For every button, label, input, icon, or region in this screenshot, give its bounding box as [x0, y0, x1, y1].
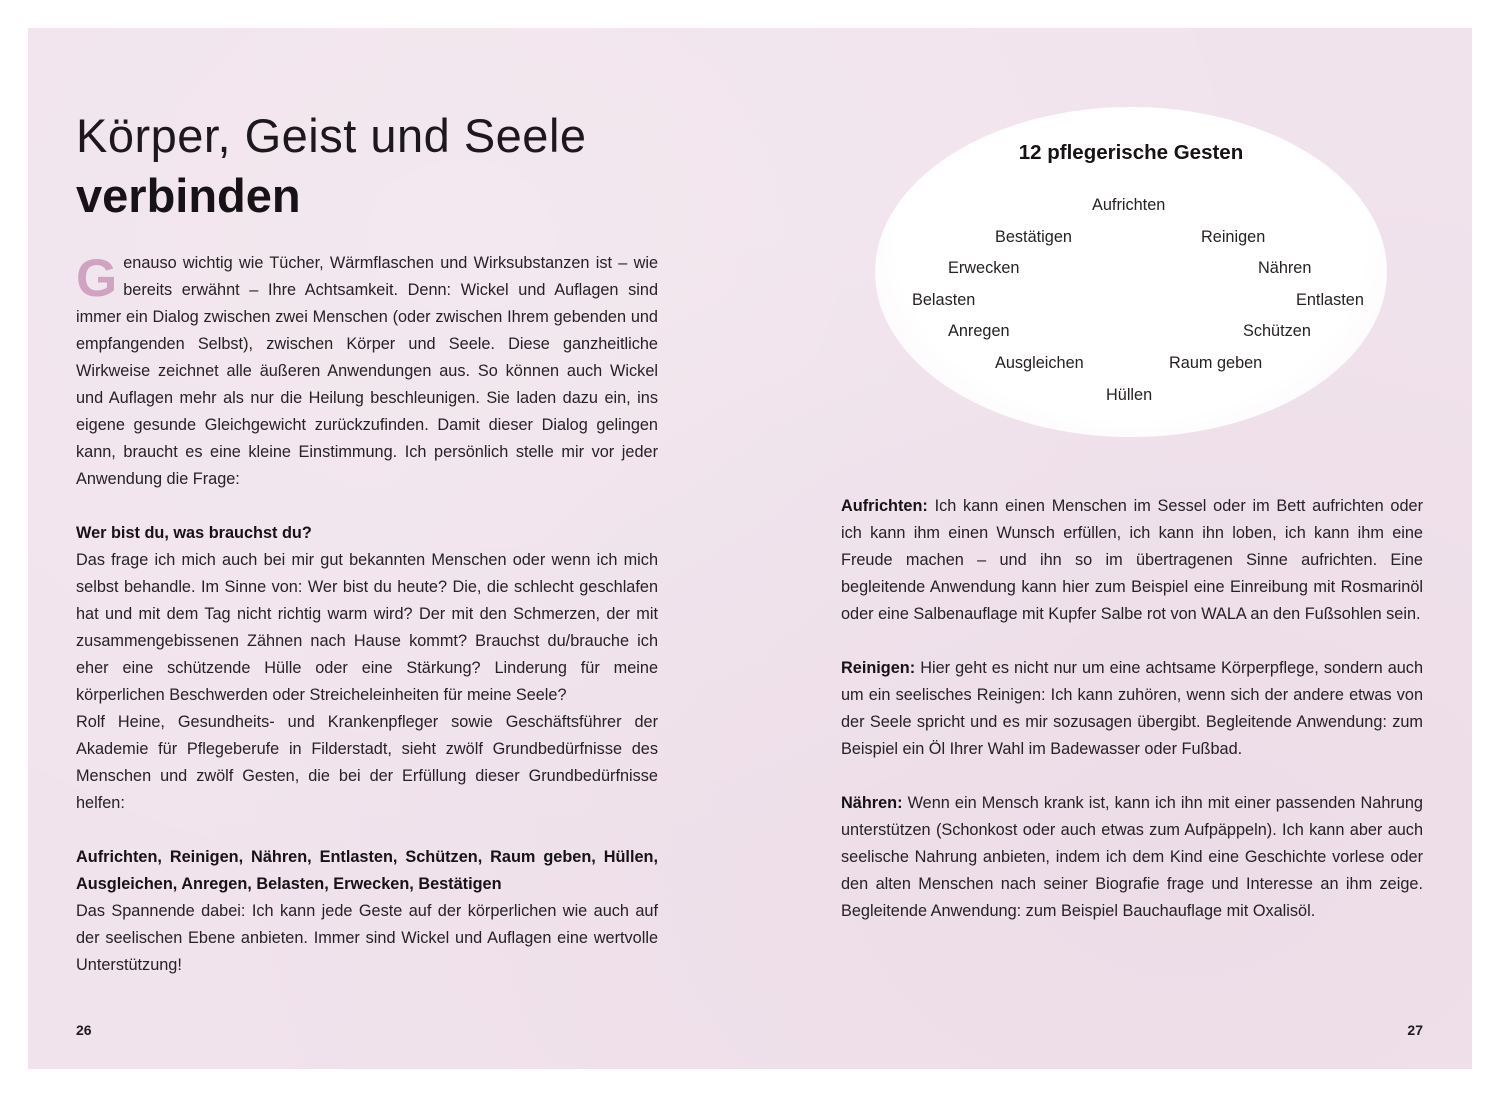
gesture-erwecken: Erwecken — [948, 259, 1020, 277]
heine-paragraph: Rolf Heine, Gesundheits- und Krankenpfleger sowie Geschäftsführer der Akademie für Pflegeberufe in Filderstadt, sieht zwölf Grundbedürfnisse des Menschen und zwölf Gesten, die bei der Erfüllung dieser Grundbedürfnisse helfen: — [76, 713, 658, 812]
section-text: Wenn ein Mensch krank ist, kann ich ihn mit einer passenden Nahrung unterstützen (Schonkost oder auch etwas zum Aufpäppeln). Ich kann aber auch seelische Nahrung anbieten, indem ich dem Kind eine Geschichte vorlese oder den alten Menschen nach seiner Biografie frage und Interesse an ihm zeige. Begleitende Anwendung: zum Beispiel Bauchauflage mit Oxalisöl. — [841, 794, 1423, 920]
gesture-belasten: Belasten — [912, 291, 976, 309]
gesture-naehren: Nähren — [1258, 259, 1312, 277]
page-title-line-1: Körper, Geist und Seele — [76, 109, 587, 162]
gesture-list: Aufrichten, Reinigen, Nähren, Entlasten, Schützen, Raum geben, Hüllen, Ausgleichen, Anregen, Belasten, Erwecken, Bestätigen — [76, 848, 658, 893]
gesture-huellen: Hüllen — [1106, 386, 1153, 404]
question-heading: Wer bist du, was brauchst du? — [76, 524, 312, 542]
section-aufrichten — [841, 493, 1423, 628]
intro-text: enauso wichtig wie Tücher, Wärmflaschen und Wirksubstanzen ist – wie bereits erwähnt – Ihre Achtsamkeit. Denn: Wickel und Auflagen sind immer ein Dialog zwischen zwei Menschen (oder zwischen Ihrem gebenden und empfangenden Selbst), zwischen Körper und Seele. Diese ganzheitliche Wirkweise zeichnet alle äußeren Anwendungen aus. So können auch Wickel und Auflagen mehr als nur die Heilung beschleunigen. Sie laden dazu ein, ins eigene gesunde Gleichgewicht zurückzufinden. Damit dieser Dialog gelingen kann, braucht es eine kleine Einstimmung. Ich persönlich stelle mir vor jeder Anwendung die Frage: — [76, 254, 658, 488]
gesture-schuetzen: Schützen — [1243, 322, 1311, 340]
gesture-aufrichten: Aufrichten — [1092, 196, 1166, 214]
right-column — [841, 493, 1423, 925]
page-number-right: 27 — [1407, 1022, 1423, 1038]
section-term: Reinigen: — [841, 659, 916, 677]
left-column — [76, 250, 658, 979]
section-text: Hier geht es nicht nur um eine achtsame Körperpflege, sondern auch um ein seelisches Reinigen: Ich kann zuhören, wenn sich der andere etwas von der Seele spricht und es mir sozusagen übergibt. Begleitende Anwendung: zum Beispiel ein Öl Ihrer Wahl im Badewasser oder Fußbad. — [841, 659, 1423, 758]
gesture-bestaetigen: Bestätigen — [995, 228, 1072, 246]
section-term: Aufrichten: — [841, 497, 928, 515]
gesture-entlasten: Entlasten — [1296, 291, 1364, 309]
closing-paragraph: Das Spannende dabei: Ich kann jede Geste auf der körperlichen wie auch auf der seelischen Ebene anbieten. Immer sind Wickel und Auflagen eine wertvolle Unterstützung! — [76, 902, 658, 974]
intro-paragraph — [76, 250, 658, 493]
question-paragraph: Das frage ich mich auch bei mir gut bekannten Menschen oder wenn ich mich selbst behandle. Im Sinne von: Wer bist du heute? Die, die schlecht geschlafen hat und mit dem Tag nicht richtig warm wird? Der mit den Schmerzen, der mit zusammengebissenen Zähnen nach Hause kommt? Brauchst du/brauche ich eher eine schützende Hülle oder eine Stärkung? Linderung für meine körperlichen Beschwerden oder Streicheleinheiten für meine Seele? — [76, 551, 658, 704]
gesture-reinigen: Reinigen — [1201, 228, 1266, 246]
infobox-title: 12 pflegerische Gesten — [1018, 141, 1244, 164]
page-title-line-2: verbinden — [76, 169, 301, 222]
section-naehren — [841, 790, 1423, 925]
gesture-ausgleichen: Ausgleichen — [995, 354, 1084, 372]
section-term: Nähren: — [841, 794, 903, 812]
dropcap: G — [76, 249, 118, 308]
page-number-left: 26 — [76, 1022, 92, 1038]
gesture-anregen: Anregen — [948, 322, 1010, 340]
section-reinigen — [841, 655, 1423, 763]
section-text: Ich kann einen Menschen im Sessel oder im Bett aufrichten oder ich kann ihm einen Wunsch erfüllen, ich kann ihn loben, ich kann ihm eine Freude machen – und ihn so im übertragenen Sinne aufrichten. Eine begleitende Anwendung kann hier zum Beispiel eine Einreibung mit Rosmarinöl oder eine Salbenauflage mit Kupfer Salbe rot von WALA an den Fußsohlen sein. — [841, 497, 1423, 623]
gesture-raum-geben: Raum geben — [1169, 354, 1263, 372]
